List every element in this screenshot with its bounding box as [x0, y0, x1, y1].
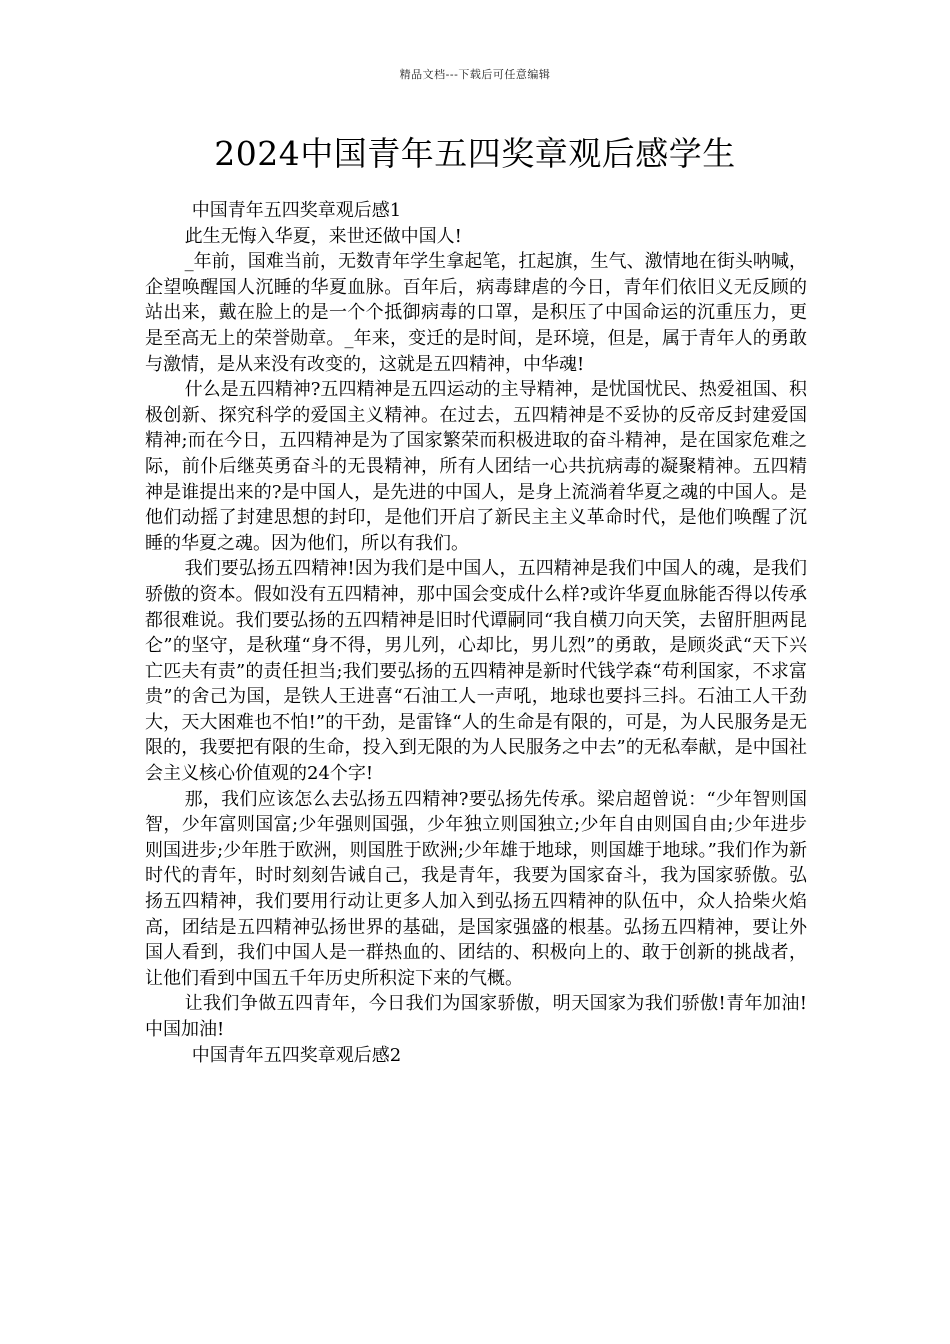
section-heading-2: 中国青年五四奖章观后感2 — [191, 1044, 402, 1066]
paragraph-opening-line: 此生无悔入华夏，来世还做中国人! — [184, 225, 462, 247]
paragraph: 那，我们应该怎么去弘扬五四精神?要弘扬先传承。梁启超曾说：“少年智则国智，少年富则国富;少年强则国强，少年独立则国独立;少年自由则国自由;少年进步则国进步;少年胜于欧洲，则国胜于欧洲;少年雄于地球，则国雄于地球。”我们作为新时代的青年，时时刻刻告诫自己，我是青年，我要为国家奋斗，我为国家骄傲。弘扬五四精神，我们要用行动让更多人加入到弘扬五四精神的队伍中，众人拾柴火焰高，团结是五四精神弘扬世界的基础，是国家强盛的根基。弘扬五四精神，要让外国人看到，我们中国人是一群热血的、团结的、积极向上的、敢于创新的挑战者，让他们看到中国五千年历史所积淀下来的气概。 — [145, 788, 807, 989]
paragraph: 我们要弘扬五四精神!因为我们是中国人，五四精神是我们中国人的魂，是我们骄傲的资本。假如没有五四精神，那中国会变成什么样?或许华夏血脉能否得以传承都很难说。我们要弘扬的五四精神是旧时代谭嗣同“我自横刀向天笑，去留肝胆两昆仑”的坚守，是秋瑾“身不得，男儿列，心却比，男儿烈”的勇敢，是顾炎武“天下兴亡匹夫有责”的责任担当;我们要弘扬的五四精神是新时代钱学森“苟利国家，不求富贵”的舍己为国，是铁人王进喜“石油工人一声吼，地球也要抖三抖。石油工人干劲大，天大困难也不怕!”的干劲，是雷锋“人的生命是有限的，可是，为人民服务是无限的，我要把有限的生命，投入到无限的为人民服务之中去”的无私奉献，是中国社会主义核心价值观的24个字! — [145, 558, 807, 785]
paragraph: 什么是五四精神?五四精神是五四运动的主导精神，是忧国忧民、热爱祖国、积极创新、探究科学的爱国主义精神。在过去，五四精神是不妥协的反帝反封建爱国精神;而在今日，五四精神是为了国家繁荣而积极进取的奋斗精神，是在国家危难之际，前仆后继英勇奋斗的无畏精神，所有人团结一心共抗病毒的凝聚精神。五四精神是谁提出来的?是中国人，是先进的中国人，是身上流淌着华夏之魂的中国人。是他们动摇了封建思想的封印，是他们开启了新民主主义革命时代，是他们唤醒了沉睡的华夏之魂。因为他们，所以有我们。 — [145, 379, 807, 554]
section-heading-1: 中国青年五四奖章观后感1 — [191, 200, 402, 221]
page-header: 精品文档---下载后可任意编辑 — [399, 68, 551, 81]
paragraph-closing-line: 让我们争做五四青年，今日我们为国家骄傲，明天国家为我们骄傲!青年加油!中国加油! — [145, 993, 807, 1040]
paragraph: _年前，国难当前，无数青年学生拿起笔，扛起旗，生气、激情地在街头呐喊，企望唤醒国人沉睡的华夏血脉。百年后，病毒肆虐的今日，青年们依旧义无反顾的站出来，戴在脸上的是一个个抵御病毒的口罩，是积压了中国命运的沉重压力，更是至高无上的荣誉勋章。_年来，变迁的是时间，是环境，但是，属于青年人的勇敢与激情，是从来没有改变的，这就是五四精神，中华魂! — [145, 251, 807, 375]
document-title: 2024中国青年五四奖章观后感学生 — [214, 134, 736, 173]
document-body — [145, 198, 807, 1068]
